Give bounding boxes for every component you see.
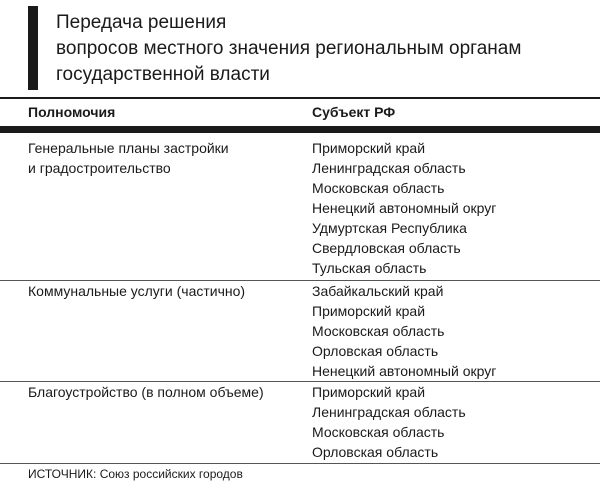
power-cell [28,281,298,301]
power-line: Коммунальные услуги (частично) [28,283,246,299]
subject-list [312,138,496,278]
subject-item: Свердловская область [312,240,461,256]
subject-item: Приморский край [312,140,426,156]
row-separator [0,463,600,464]
subject-item: Московская область [312,180,445,196]
subject-item: Ленинградская область [312,404,466,420]
table-header-rule [0,126,600,133]
power-line: и градостроительство [28,160,171,176]
subject-item: Тульская область [312,260,427,276]
title-line: вопросов местного значения региональным органам [56,38,522,59]
page-title [56,10,600,88]
power-line: Генеральные планы застройки [28,140,229,156]
subject-item: Московская область [312,323,445,339]
power-line: Благоустройство (в полном объеме) [28,384,264,400]
title-line: Передача решения [56,12,227,33]
power-cell [28,382,298,402]
subject-item: Ненецкий автономный округ [312,200,497,216]
power-cell [28,138,298,178]
title-accent-bar [28,6,38,90]
subject-list [312,382,466,462]
subject-item: Орловская область [312,444,439,460]
subject-item: Московская область [312,424,445,440]
source-note: ИСТОЧНИК: Союз российских городов [28,467,243,481]
subject-item: Ненецкий автономный округ [312,363,497,379]
subject-item: Приморский край [312,303,426,319]
subject-list [312,281,496,381]
title-block [28,6,600,90]
subject-item: Орловская область [312,343,439,359]
title-line: государственной власти [56,64,270,85]
column-header-subjects: Субъект РФ [312,104,396,120]
table-top-rule [0,97,600,99]
subject-item: Удмуртская Республика [312,220,467,236]
column-header-powers: Полномочия [28,104,116,120]
subject-item: Приморский край [312,384,426,400]
subject-item: Ленинградская область [312,160,466,176]
subject-item: Забайкальский край [312,283,444,299]
